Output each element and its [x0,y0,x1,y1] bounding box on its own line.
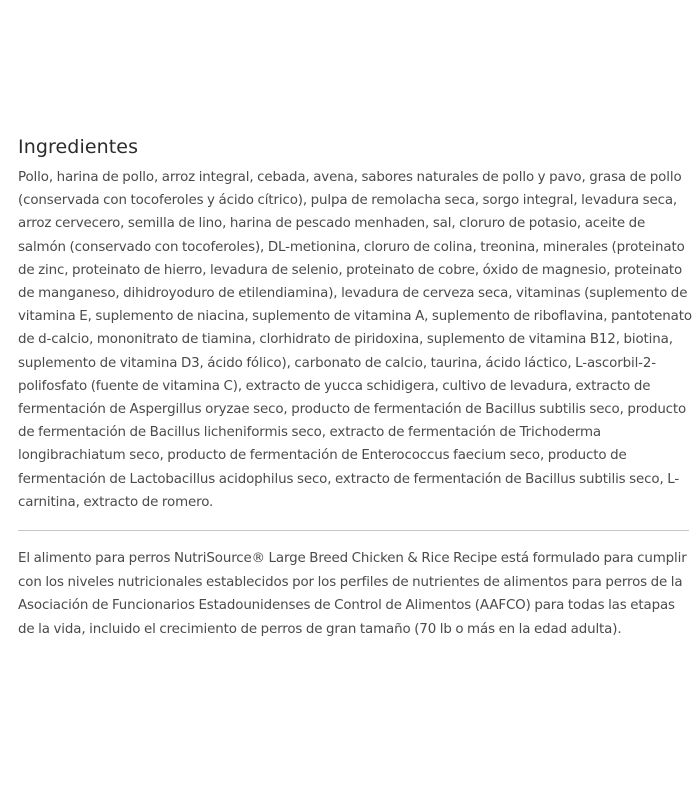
ingredients-list: Pollo, harina de pollo, arroz integral, cebada, avena, sabores naturales de pollo y pavo, grasa de pollo (conservada con tocoferoles y ácido cítrico), pulpa de remolacha seca, sorgo integral, levadura seca, arroz cervecero, semilla de lino, harina de pescado menhaden, sal, cloruro de potasio, aceite de salmón (conservado con tocoferoles), DL-metionina, cloruro de colina, treonina, minerales (proteinato de zinc, proteinato de hierro, levadura de selenio, proteinato de cobre, óxido de magnesio, proteinato de manganeso, dihidroyoduro de etilendiamina), levadura de cerveza seca, vitaminas (suplemento de vitamina E, suplemento de niacina, suplemento de vitamina A, suplemento de riboflavina, pantotenato de d-calcio, mononitrato de tiamina, clorhidrato de piridoxina, suplemento de vitamina B12, biotina, suplemento de vitamina D3, ácido fólico), carbonato de calcio, taurina, ácido láctico, L-ascorbil-2-polifosfato (fuente de vitamina C), extracto de yucca schidigera, cultivo de levadura, extracto de fermentación de Aspergillus oryzae seco, producto de fermentación de Bacillus subtilis seco, producto de fermentación de Bacillus licheniformis seco, extracto de fermentación de Trichoderma longibrachiatum seco, producto de fermentación de Enterococcus faecium seco, producto de fermentación de Lactobacillus acidophilus seco, extracto de fermentación de Bacillus subtilis seco, L-carnitina, extracto de romero. [18,170,692,510]
aafco-statement: El alimento para perros NutriSource® Large Breed Chicken & Rice Recipe está formulado para cumplir con los niveles nutricionales establecidos por los perfiles de nutrientes de alimentos para perros de la Asociación de Funcionarios Estadounidenses de Control de Alimentos (AAFCO) para todas las etapas de la vida, incluido el crecimiento de perros de gran tamaño (70 lb o más en la edad adulta). [18,551,687,637]
section-divider [18,530,689,531]
ingredients-heading: Ingredientes [18,136,139,158]
product-details-section [18,134,694,641]
